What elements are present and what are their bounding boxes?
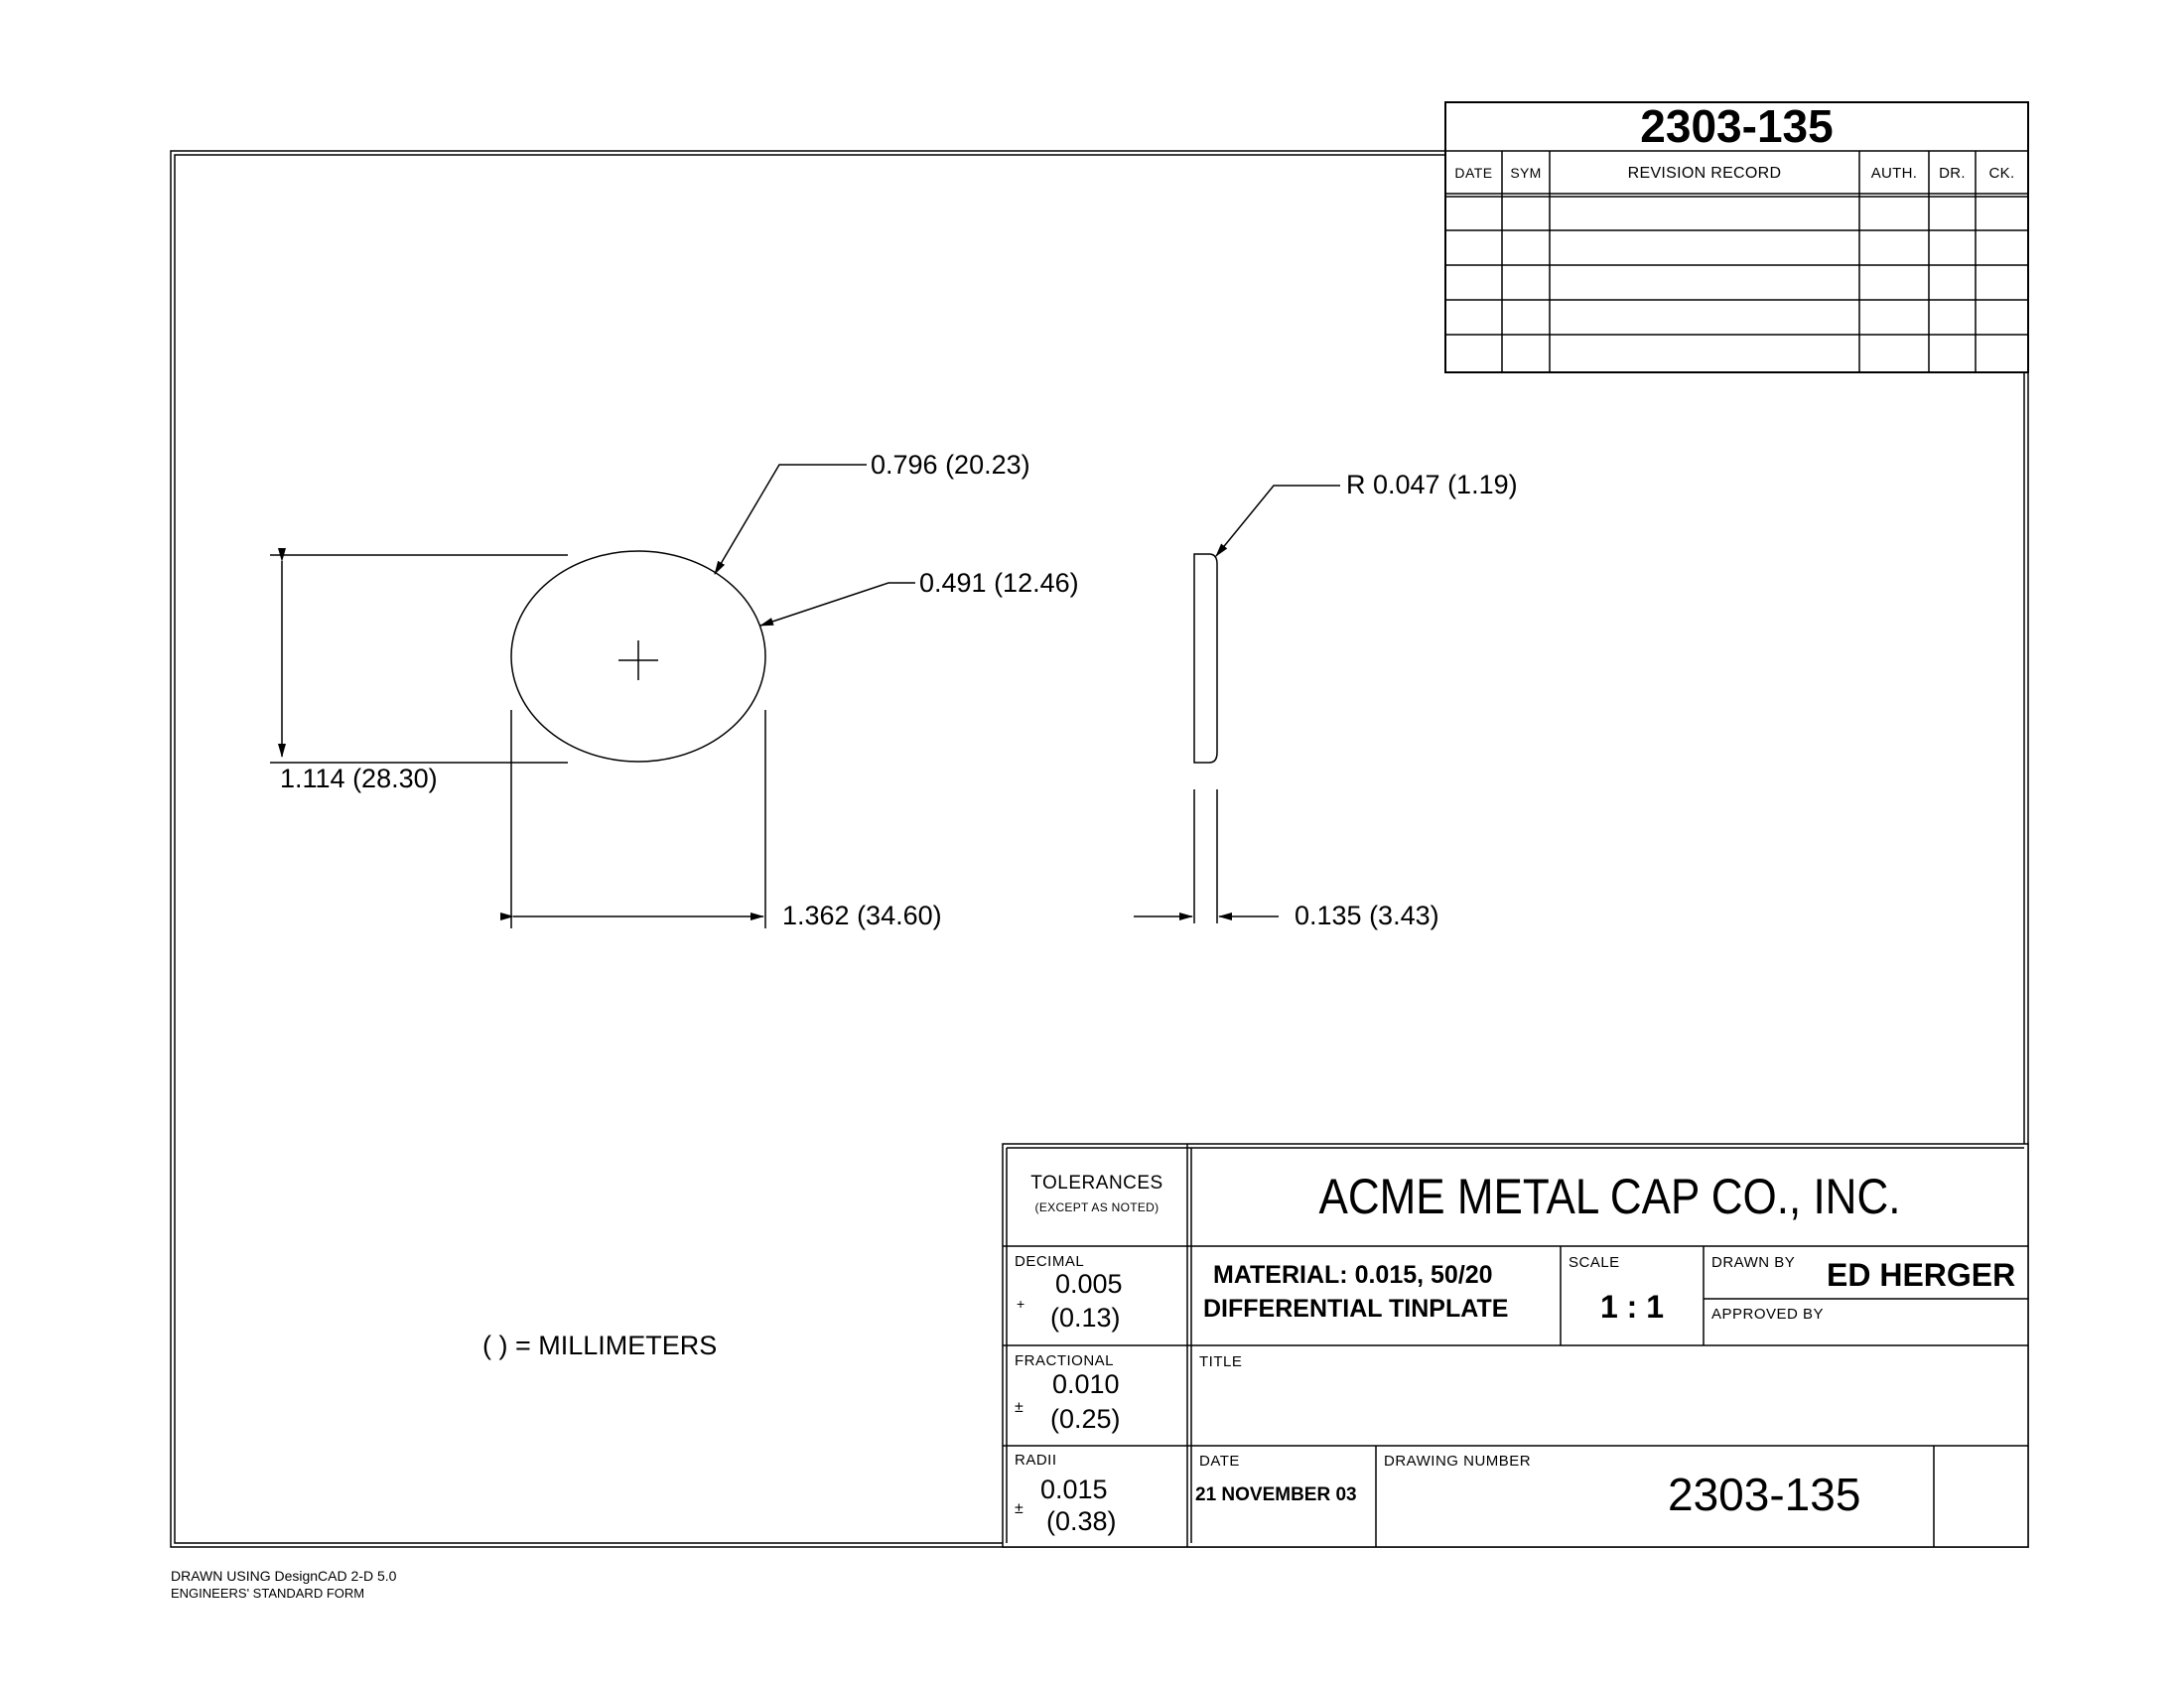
- dim-inner-radius: 0.491 (12.46): [919, 568, 1079, 598]
- decimal-mm: (0.13): [1050, 1303, 1121, 1333]
- rev-header-record: REVISION RECORD: [1627, 165, 1782, 182]
- fractional-value: 0.010: [1052, 1369, 1120, 1399]
- material-line2: DIFFERENTIAL TINPLATE: [1203, 1295, 1509, 1323]
- leader-edge-radius: [1216, 486, 1340, 556]
- drawn-by-label: DRAWN BY: [1711, 1254, 1796, 1271]
- title-label: TITLE: [1199, 1353, 1243, 1370]
- rev-header-dr: DR.: [1939, 165, 1966, 182]
- footer-line1: DRAWN USING DesignCAD 2-D 5.0: [171, 1568, 397, 1584]
- dim-height: 1.114 (28.30): [280, 764, 438, 793]
- radii-label: RADII: [1015, 1452, 1057, 1469]
- date-value: 21 NOVEMBER 03: [1195, 1484, 1357, 1505]
- dim-width: 1.362 (34.60): [782, 901, 942, 930]
- dim-outer-diameter: 0.796 (20.23): [871, 450, 1030, 480]
- drawing-number-value: 2303-135: [1668, 1469, 1861, 1520]
- rev-header-date: DATE: [1454, 165, 1493, 181]
- revision-number: 2303-135: [1640, 100, 1834, 152]
- cap-side-view: [1194, 554, 1217, 763]
- drawn-by-value: ED HERGER: [1827, 1257, 2016, 1293]
- decimal-label: DECIMAL: [1015, 1253, 1085, 1270]
- leader-outer-diameter: [715, 465, 867, 574]
- leader-inner-radius: [760, 583, 915, 626]
- fractional-label: FRACTIONAL: [1015, 1352, 1115, 1369]
- material-line1: MATERIAL: 0.015, 50/20: [1213, 1261, 1493, 1289]
- footer-line2: ENGINEERS' STANDARD FORM: [171, 1586, 365, 1601]
- scale-label: SCALE: [1569, 1254, 1620, 1271]
- rev-header-auth: AUTH.: [1870, 165, 1918, 182]
- radii-mm: (0.38): [1046, 1506, 1117, 1536]
- decimal-sign: +: [1017, 1296, 1025, 1312]
- drawing-number-label: DRAWING NUMBER: [1384, 1453, 1532, 1470]
- fractional-mm: (0.25): [1050, 1404, 1121, 1434]
- company-name: ACME METAL CAP CO., INC.: [1318, 1169, 1901, 1224]
- radii-sign: ±: [1015, 1500, 1024, 1517]
- radii-value: 0.015: [1040, 1475, 1108, 1504]
- tolerances-sub: (EXCEPT AS NOTED): [1034, 1200, 1160, 1214]
- units-note: ( ) = MILLIMETERS: [482, 1331, 718, 1360]
- dim-edge-radius: R 0.047 (1.19): [1346, 470, 1518, 499]
- fractional-sign: ±: [1015, 1399, 1024, 1416]
- scale-value: 1 : 1: [1599, 1289, 1665, 1325]
- approved-by-label: APPROVED BY: [1711, 1306, 1825, 1323]
- dim-thickness: 0.135 (3.43): [1295, 901, 1439, 930]
- decimal-value: 0.005: [1055, 1269, 1123, 1299]
- date-label: DATE: [1199, 1453, 1240, 1470]
- rev-header-sym: SYM: [1510, 165, 1542, 181]
- tolerances-label: TOLERANCES: [1030, 1173, 1163, 1194]
- rev-header-ck: CK.: [1988, 165, 2015, 182]
